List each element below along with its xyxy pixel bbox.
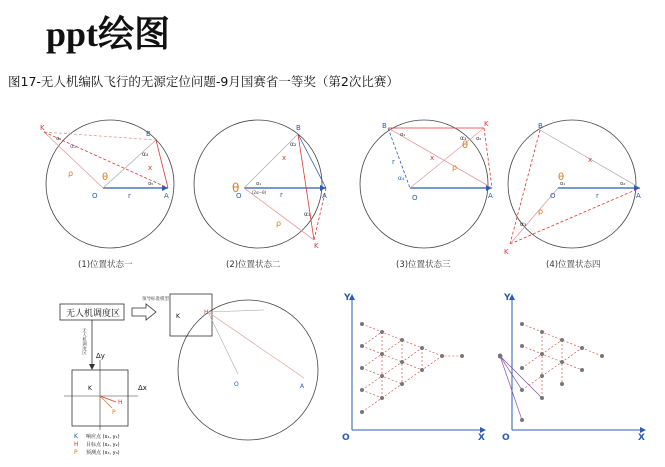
rho-label: ρ — [276, 219, 282, 228]
origin-label: O — [342, 433, 350, 440]
point-k-label: K — [88, 385, 92, 392]
y-axis-label: Y — [344, 293, 351, 303]
diagram-position-state-3 — [352, 118, 502, 258]
diagram-formation-grid-2 — [498, 290, 648, 440]
legend-text-p: 预测点 (x₃, y₃) — [86, 450, 120, 456]
legend-key-p: P — [74, 449, 78, 456]
theta-label: θ — [102, 172, 109, 183]
point-b-label: B — [146, 130, 151, 138]
diagram-formation-grid-1 — [338, 290, 488, 440]
rho-label: ρ — [68, 169, 74, 178]
alpha2-label: α₂ — [70, 143, 77, 150]
theta-label: θ — [558, 172, 565, 183]
point-b-label: B — [382, 122, 387, 130]
diagram-position-state-2 — [186, 118, 336, 258]
caption-state-4: (4)位置状态四 — [546, 260, 601, 270]
rho-label: ρ — [452, 163, 458, 172]
arrow-note: 领导标准模型 — [142, 297, 169, 302]
r-label: r — [280, 191, 283, 199]
theta-label: θ — [232, 181, 240, 195]
point-k-label: K — [314, 242, 319, 250]
alpha2-label: α₂ — [290, 141, 297, 148]
side-note: 无人机调度区 — [81, 328, 87, 355]
alpha4-label: α₄ — [142, 151, 149, 158]
circle-point-a: A — [300, 383, 305, 390]
x-label: x — [588, 156, 593, 164]
point-a-label: A — [164, 192, 169, 200]
r-label: r — [596, 192, 599, 200]
alpha3-label: α₃ — [304, 211, 311, 218]
x-label: x — [148, 164, 153, 172]
page-title: ppt绘图 — [46, 14, 171, 54]
x-axis-label: X — [638, 433, 645, 440]
point-h-label: H — [118, 399, 123, 406]
x-label: x — [430, 154, 435, 162]
alpha3-label: α₃ — [460, 135, 467, 142]
r-label: r — [128, 192, 131, 200]
delta-y-label: Δy — [96, 352, 105, 360]
point-k-label: K — [504, 248, 509, 256]
point-p-label: P — [112, 409, 116, 416]
origin-label: O — [502, 433, 510, 440]
point-a-label: A — [636, 192, 641, 200]
delta-x-label: Δx — [138, 384, 147, 392]
circle-point-h: H — [204, 309, 209, 316]
x-axis-label: X — [478, 433, 485, 440]
alpha5-label: α₅ — [148, 181, 154, 187]
alpha1-label: α₁ — [560, 181, 566, 187]
legend-key-h: H — [74, 441, 79, 448]
alpha1-label: α₁ — [400, 132, 406, 138]
alpha1-label: α₁ — [256, 181, 262, 187]
diagram-dispatch-zone — [54, 290, 326, 460]
y-axis-label: Y — [504, 293, 511, 303]
point-o-label: O — [550, 192, 556, 200]
page-subtitle: 图17-无人机编队飞行的无源定位问题-9月国赛省一等奖（第2次比赛） — [8, 74, 399, 89]
caption-state-1: (1)位置状态一 — [78, 260, 133, 270]
point-b-label: B — [296, 124, 301, 132]
alpha2-label: α₂ — [476, 136, 482, 142]
point-a-label: A — [322, 192, 327, 200]
angle-expression: (2α−θ) — [252, 190, 267, 195]
r-label: r — [392, 158, 395, 166]
caption-state-2: (2)位置状态二 — [226, 260, 281, 270]
point-k-label: K — [40, 124, 45, 132]
point-o-label: O — [412, 194, 418, 202]
dispatch-zone-label: 无人机调度区 — [66, 309, 121, 319]
legend-text-h: 目标点 (x₂, y₂) — [86, 442, 120, 448]
circle-point-o: O — [234, 381, 239, 388]
x-label: x — [282, 154, 287, 162]
circle-point-k: K — [176, 313, 180, 320]
legend-key-k: K — [74, 433, 78, 440]
point-k-label: K — [484, 120, 489, 128]
rho-label: ρ — [538, 207, 544, 216]
point-o-label: O — [236, 192, 242, 200]
alpha2-label: α₂ — [620, 181, 626, 187]
point-a-label: A — [488, 192, 493, 200]
alpha3-label: α₃ — [520, 221, 527, 228]
alpha1-label: α₁ — [56, 136, 62, 142]
point-b-label: B — [538, 122, 543, 130]
point-o-label: O — [92, 192, 98, 200]
diagram-position-state-4 — [500, 118, 650, 258]
diagram-position-state-1 — [28, 118, 178, 258]
alpha4-label: α₄ — [398, 175, 405, 182]
theta-label: θ — [462, 140, 469, 151]
caption-state-3: (3)位置状态三 — [396, 260, 451, 270]
legend-text-k: 响应点 (x₁, y₁) — [86, 434, 120, 440]
